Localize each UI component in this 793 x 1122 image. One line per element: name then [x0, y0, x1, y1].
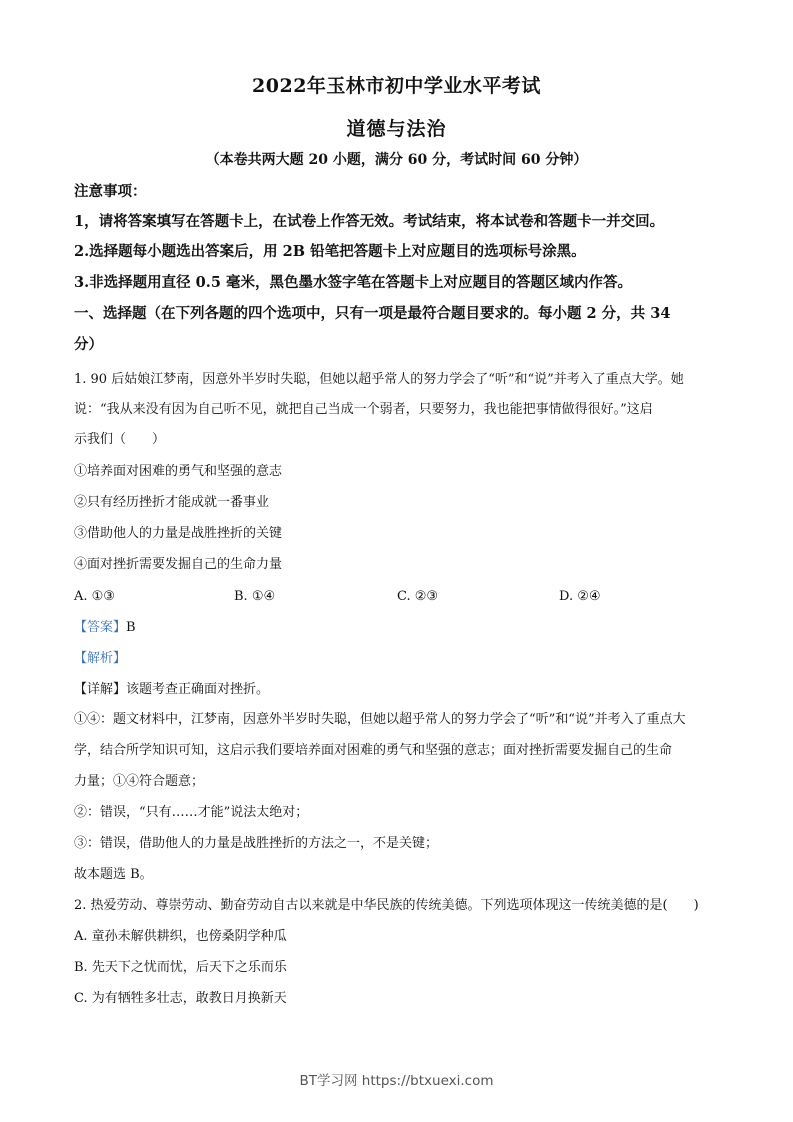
notice-heading: 注意事项： [74, 183, 147, 200]
q1-statement-3: ③借助他人的力量是战胜挫折的关键 [74, 526, 283, 541]
q1-statement-1: ①培养面对困难的勇气和坚强的意志 [74, 464, 283, 479]
q1-detail-line-5: ②：错误，“只有……才能”说法太绝对； [74, 805, 309, 820]
q1-detail-line-7: 故本题选 B。 [74, 867, 153, 882]
q1-detail-line-3: 学，结合所学知识可知，这启示我们要培养面对困难的勇气和坚强的意志；面对挫折需要发掘自己的生命 [74, 743, 673, 758]
q1-detail-line-1: 【详解】该题考查正确面对挫折。 [74, 682, 270, 697]
exam-title: 2022年玉林市初中学业水平考试 [252, 75, 541, 97]
q1-detail-line-4: 力量；①④符合题意； [74, 774, 205, 789]
footer-watermark: BT学习网 https://btxuexi.com [299, 1073, 494, 1089]
notice-item-3: 3.非选择题用直径 0.5 毫米，黑色墨水签字笔在答题卡上对应题目的答题区域内作答。 [74, 274, 632, 291]
answer-value: B [126, 620, 136, 635]
q1-option-a: A. ①③ [74, 589, 115, 604]
section-heading: 一、选择题（在下列各题的四个选项中，只有一项是最符合题目要求的。每小题 2 分，共 34 [74, 305, 671, 322]
q1-stem-line-2: 说：“我从来没有因为自己听不见，就把自己当成一个弱者，只要努力，我也能把事情做得很好。”这启 [74, 402, 653, 417]
q1-stem-line-3: 示我们（ ） [74, 432, 166, 447]
q1-stem-line-1: 1. 90 后姑娘江梦南，因意外半岁时失聪，但她以超乎常人的努力学会了“听”和“说”并考入了重点大学。她 [74, 372, 684, 387]
subject-title: 道德与法治 [346, 118, 447, 140]
q1-option-b: B. ①④ [234, 589, 276, 604]
exam-info: （本卷共两大题 20 小题，满分 60 分，考试时间 60 分钟） [205, 152, 588, 168]
q2-option-a: A. 童孙未解供耕织，也傍桑阴学种瓜 [74, 929, 287, 944]
q2-stem: 2. 热爱劳动、尊崇劳动、勤奋劳动自古以来就是中华民族的传统美德。下列选项体现这一传统美德的是( ) [74, 898, 699, 913]
answer-label: 【答案】 [74, 620, 127, 635]
q1-option-c: C. ②③ [397, 589, 439, 604]
q1-answer [74, 619, 733, 637]
q1-statement-2: ②只有经历挫折才能成就一番事业 [74, 495, 270, 510]
notice-item-2: 2.选择题每小题选出答案后，用 2B 铅笔把答题卡上对应题目的选项标号涂黑。 [74, 243, 586, 260]
q1-detail-line-2: ①④：题文材料中，江梦南，因意外半岁时失聪，但她以超乎常人的努力学会了“听”和“说”并考入了重点大 [74, 712, 686, 727]
section-heading-cont: 分） [74, 336, 103, 353]
q1-detail-line-6: ③：错误，借助他人的力量是战胜挫折的方法之一，不是关键； [74, 836, 439, 851]
q1-option-d: D. ②④ [559, 589, 601, 604]
q2-option-b: B. 先天下之忧而忧，后天下之乐而乐 [74, 960, 287, 975]
q1-statement-4: ④面对挫折需要发掘自己的生命力量 [74, 557, 283, 572]
q2-option-c: C. 为有牺牲多壮志，敢教日月换新天 [74, 991, 287, 1006]
analysis-label: 【解析】 [74, 651, 127, 666]
notice-item-1: 1，请将答案填写在答题卡上，在试卷上作答无效。考试结束，将本试卷和答题卡一并交回。 [74, 213, 665, 230]
